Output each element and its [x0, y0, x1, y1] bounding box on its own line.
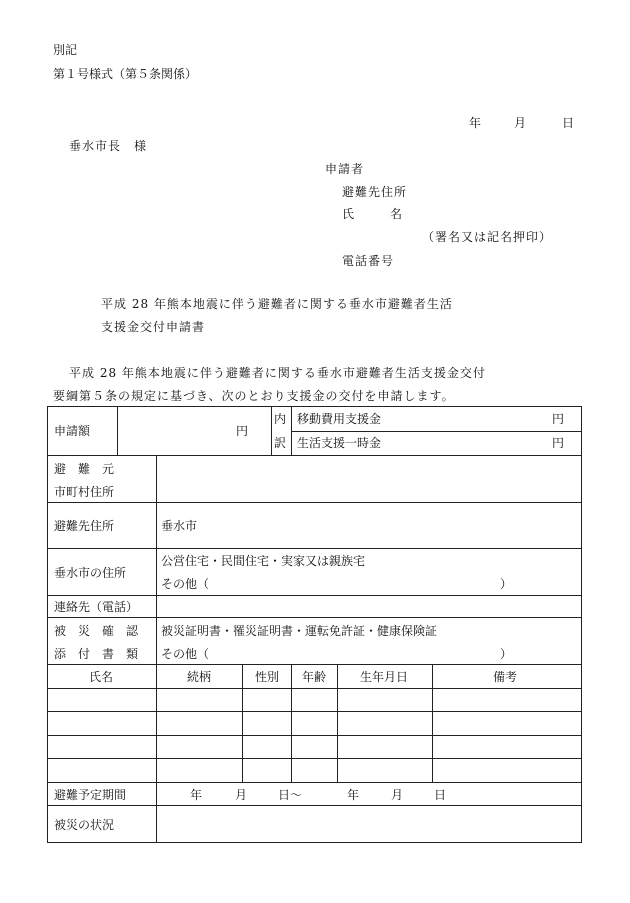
contact-label: 連絡先（電話） — [54, 600, 139, 614]
header-birth: 生年月日 — [360, 670, 409, 684]
doc-other-open: その他（ — [161, 647, 210, 661]
move-support-yen: 円 — [552, 412, 565, 426]
amount-label: 申請額 — [54, 424, 91, 438]
addressee: 垂水市長 様 — [69, 139, 148, 153]
disaster-doc-label-2: 添 付 書 類 — [54, 647, 139, 661]
tarumizu-address-label: 垂水市の住所 — [54, 566, 127, 580]
doc-options[interactable]: 被災証明書・罹災証明書・運転免許証・健康保険証 — [161, 624, 438, 638]
household-row[interactable] — [48, 689, 581, 711]
header-age: 年齢 — [302, 670, 327, 684]
household-row[interactable] — [48, 759, 581, 781]
form-number: 第１号様式（第５条関係） — [53, 67, 198, 81]
status-label: 被災の状況 — [54, 818, 115, 832]
annex-label: 別記 — [53, 43, 78, 57]
body-line1: 平成 28 年熊本地震に伴う避難者に関する垂水市避難者生活支援金交付 — [69, 366, 486, 380]
evac-address-label: 避難先住所 — [342, 185, 408, 199]
period-from-day: 日～ — [278, 788, 303, 802]
housing-other-open: その他（ — [161, 577, 210, 591]
period-from-year: 年 — [190, 788, 203, 802]
evac-address-row-label: 避難先住所 — [54, 519, 115, 533]
applicant-label: 申請者 — [325, 162, 365, 176]
date-month: 月 — [514, 116, 527, 130]
period-to-day: 日 — [434, 788, 447, 802]
application-form-table — [47, 406, 582, 843]
housing-options[interactable]: 公営住宅・民間住宅・実家又は親族宅 — [161, 554, 366, 568]
evac-address-value[interactable]: 垂水市 — [161, 519, 198, 533]
period-label: 避難予定期間 — [54, 788, 127, 802]
origin-label-2: 市町村住所 — [54, 485, 115, 499]
period-to-month: 月 — [391, 788, 404, 802]
breakdown-char-1: 内 — [274, 412, 287, 426]
date-year: 年 — [469, 116, 482, 130]
date-day: 日 — [562, 116, 575, 130]
doc-title-line2: 支援金交付申請書 — [101, 320, 206, 334]
header-relation: 続柄 — [187, 670, 212, 684]
header-name: 氏名 — [89, 670, 114, 684]
move-support-label: 移動費用支援金 — [297, 412, 382, 426]
doc-other-close: ） — [500, 647, 513, 661]
phone-label: 電話番号 — [342, 254, 395, 268]
housing-other-close: ） — [500, 577, 513, 591]
body-line2: 要綱第５条の規定に基づき、次のとおり支援金の交付を申請します。 — [53, 389, 455, 403]
living-support-label: 生活支援一時金 — [297, 436, 382, 450]
name-label: 氏 名 — [342, 207, 403, 221]
contact-field[interactable] — [158, 597, 578, 615]
breakdown-char-2: 訳 — [274, 436, 287, 450]
doc-title-line1: 平成 28 年熊本地震に伴う避難者に関する垂水市避難者生活 — [101, 297, 453, 311]
amount-yen: 円 — [236, 424, 249, 438]
household-row[interactable] — [48, 736, 581, 758]
status-field[interactable] — [158, 807, 578, 841]
header-remarks: 備考 — [493, 670, 518, 684]
origin-label-1: 避 難 元 — [54, 462, 115, 476]
period-to-year: 年 — [347, 788, 360, 802]
living-support-yen: 円 — [552, 436, 565, 450]
header-sex: 性別 — [255, 670, 280, 684]
disaster-doc-label-1: 被 災 確 認 — [54, 624, 139, 638]
household-row[interactable] — [48, 712, 581, 734]
seal-note: （署名又は記名押印） — [422, 230, 553, 244]
origin-address-field[interactable] — [158, 457, 578, 500]
period-from-month: 月 — [235, 788, 248, 802]
